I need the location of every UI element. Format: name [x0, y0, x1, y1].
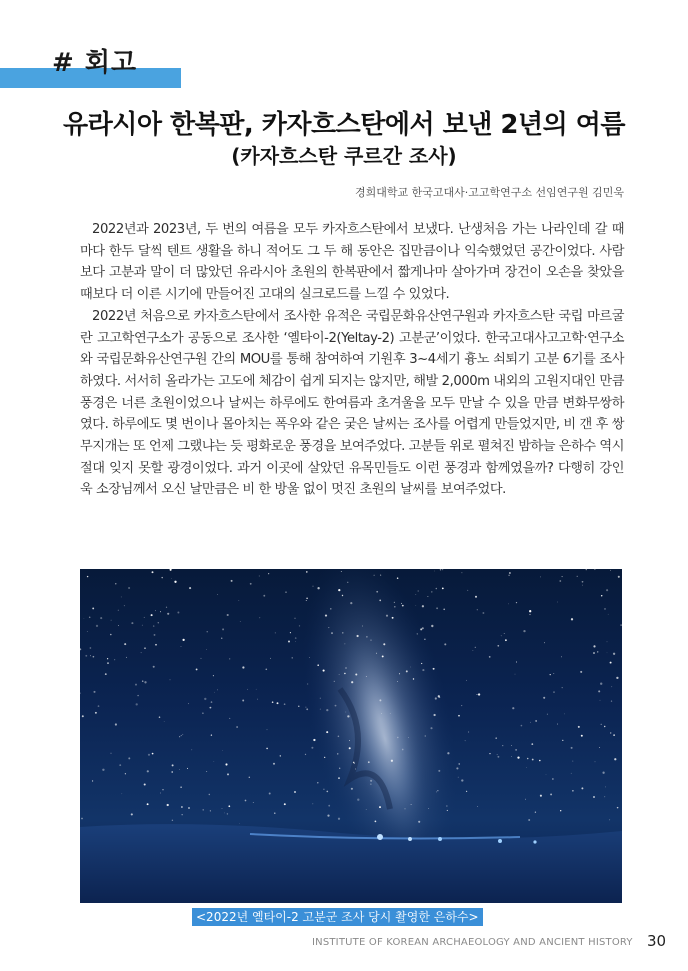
figure-caption: <2022년 옐타이-2 고분군 조사 당시 촬영한 은하수> [192, 908, 483, 926]
footer-institute: INSTITUTE OF KOREAN ARCHAEOLOGY AND ANCIENT HISTORY [312, 937, 633, 948]
section-tag: # 회고 [52, 48, 138, 78]
author-line: 경희대학교 한국고대사·고고학연구소 선임연구원 김민욱 [354, 186, 624, 199]
body-paragraph: 2022년 처음으로 카자흐스탄에서 조사한 유적은 국립문화유산연구원과 카자흐스탄 국립 마르굴란 고고학연구소가 공동으로 조사한 ‘옐타이-2(Yeltay-2) 고분군’이었다. 한국고대사고고학·연구소와 국립문화유산연구원 간의 MOU를 통해 참여하여 기원후 3~4세기 흉노 쇠퇴기 고분 6기를 조사하였다. 서서히 올라가는 고도에 체감이 쉽게 되지는 않지만, 해발 2,000m 내외의 고원지대인 만큼 풍경은 너른 초원이었으나 날씨는 하루에도 한여름과 초겨울을 모두 만날 수 있을 만큼 변화무쌍하였다. 하루에도 몇 번이나 몰아치는 폭우와 같은 궂은 날씨는 조사를 어렵게 만들었지만, 비 갠 후 쌍무지개는 또 언제 그랬냐는 듯 평화로운 풍경을 보여주었다. 고분들 위로 펼쳐진 밤하늘 은하수 역시 절대 잊지 못할 광경이었다. 과거 이곳에 살았던 유목민들도 이런 풍경과 함께였을까? 다행히 강인욱 소장님께서 오신 날만큼은 비 한 방울 없이 멋진 초원의 날씨를 보여주었다. [80, 308, 624, 498]
article-title: 유라시아 한복판, 카자흐스탄에서 보낸 2년의 여름 [62, 110, 626, 140]
page-number: 30 [647, 932, 667, 950]
body-paragraph: 2022년과 2023년, 두 번의 여름을 모두 카자흐스탄에서 보냈다. 난생처음 가는 나라인데 갈 때마다 한두 달씩 텐트 생활을 하니 적어도 그 두 해 동안은 집만큼이나 익숙했었던 공간이었다. 사람보다 고분과 말이 더 많았던 유라시아 초원의 한복판에서 짧게나마 살아가며 장건이 오손을 찾았을 때보다 더 이른 시기에 만들어진 고대의 실크로드를 느낄 수 있었다. [80, 222, 624, 303]
milky-way-photo [80, 569, 622, 903]
article-body [80, 219, 624, 501]
article-subtitle: (카자흐스탄 쿠르간 조사) [231, 144, 457, 168]
